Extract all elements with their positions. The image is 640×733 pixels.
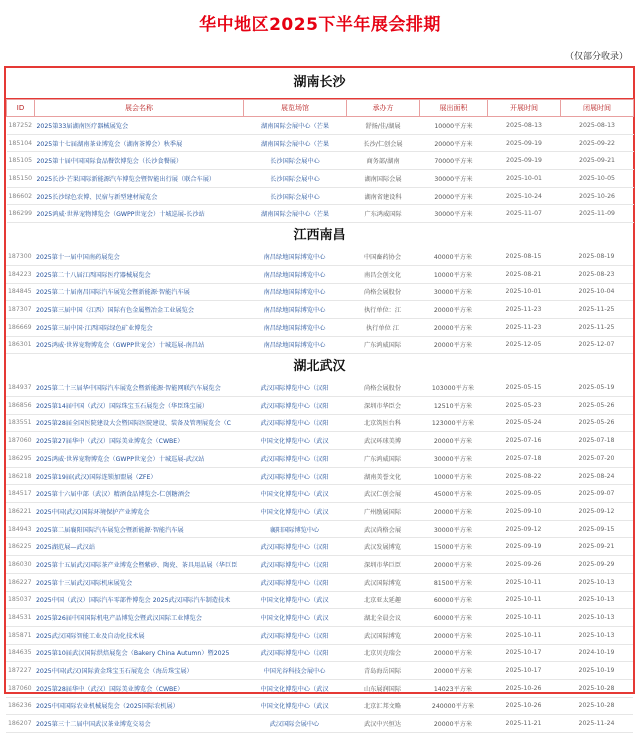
cell-id: 186236 [6, 697, 34, 715]
col-header-id: ID [7, 100, 35, 117]
cell-organizer: 执行单位 江 [346, 318, 419, 336]
cell-area: 14023平方米 [419, 679, 487, 697]
table-row[interactable] [6, 609, 633, 627]
cell-start-date: 2025-05-23 [487, 396, 560, 414]
table-row[interactable] [6, 318, 633, 336]
col-header-name: 展会名称 [35, 100, 244, 117]
table-row[interactable] [6, 248, 633, 265]
table-row[interactable] [7, 187, 634, 205]
table-row[interactable] [6, 697, 633, 715]
cell-exhibition-name[interactable]: 2025第26届中国国际机电产品博览会暨武汉国际工业博览会 [34, 609, 243, 627]
cell-venue[interactable]: 中国文化博览中心（武汉 [243, 609, 346, 627]
cell-id: 184845 [6, 283, 34, 301]
cell-start-date: 2025-05-15 [487, 379, 560, 396]
cell-start-date: 2025-09-19 [488, 152, 561, 170]
cell-end-date: 2025-10-28 [560, 697, 633, 715]
cell-end-date: 2025-09-07 [560, 485, 633, 503]
cell-exhibition-name[interactable]: 2025第14届中国（武汉）国际珠宝玉石展览会（华臣珠宝展） [34, 396, 243, 414]
cell-venue[interactable]: 武汉国际博览中心（汉阳 [243, 396, 346, 414]
cell-exhibition-name[interactable]: 2025中国国际农业机械展览会（2025国际农机展） [34, 697, 243, 715]
cell-venue[interactable]: 武汉国际博览中心（汉阳 [243, 414, 346, 432]
cell-venue[interactable]: 武汉国际博览中心（汉阳 [243, 379, 346, 396]
cell-area: 20000平方米 [419, 503, 487, 521]
cell-venue[interactable]: 长沙国际会展中心 [244, 170, 347, 188]
cell-end-date: 2025-10-13 [560, 609, 633, 627]
cell-venue[interactable]: 武汉国际博览中心（汉阳 [243, 644, 346, 662]
cell-id: 185104 [7, 134, 35, 152]
cell-start-date: 2025-07-16 [487, 432, 560, 450]
cell-id: 185150 [7, 170, 35, 188]
cell-area: 20000平方米 [419, 644, 487, 662]
cell-area: 40000平方米 [419, 248, 487, 265]
cell-id: 184943 [6, 520, 34, 538]
col-header-start: 开展时间 [488, 100, 561, 117]
cell-end-date: 2025-10-13 [560, 573, 633, 591]
cell-organizer: 湖南国际会展 [347, 170, 420, 188]
cell-exhibition-name[interactable]: 2025湖范展—武汉站 [34, 538, 243, 556]
cell-area: 10000平方米 [419, 467, 487, 485]
cell-start-date: 2025-11-23 [487, 318, 560, 336]
cell-exhibition-name[interactable]: 2025鸿威·世界宠物博览会（GWPP世宠会）十城巡展-南昌站 [34, 336, 243, 354]
table-row[interactable] [6, 644, 633, 662]
cell-venue[interactable]: 湖南国际会展中心（芒果 [244, 117, 347, 135]
table-row[interactable] [7, 117, 634, 135]
cell-venue[interactable]: 南昌绿地国际博览中心 [243, 248, 346, 265]
cell-area: 20000平方米 [419, 715, 487, 733]
cell-organizer: 南昌会创文化 [346, 265, 419, 283]
cell-start-date: 2025-08-13 [488, 117, 561, 135]
cell-organizer: 北京筑医台科 [346, 414, 419, 432]
cell-exhibition-name[interactable]: 2025武汉国际智能工业及自动化技术展 [34, 626, 243, 644]
cell-area: 240000平方米 [419, 697, 487, 715]
exhibition-table [6, 248, 633, 354]
cell-organizer: 长沙/仁创会展 [347, 134, 420, 152]
cell-organizer: 武汉中兴恒达 [346, 715, 419, 733]
cell-start-date: 2025-08-22 [487, 467, 560, 485]
cell-venue[interactable]: 南昌绿地国际博览中心 [243, 283, 346, 301]
cell-end-date: 2025-10-04 [560, 283, 633, 301]
cell-exhibition-name[interactable]: 2025第十七届湖南茶业博览会（湖南茶博会）秋季展 [35, 134, 244, 152]
cell-organizer: 北京贝克瑞会 [346, 644, 419, 662]
cell-organizer: 武汉尚格会展 [346, 520, 419, 538]
cell-area: 123000平方米 [419, 414, 487, 432]
cell-start-date: 2025-11-21 [487, 715, 560, 733]
cell-area: 12510平方米 [419, 396, 487, 414]
cell-end-date: 2025-08-24 [560, 467, 633, 485]
cell-id: 186218 [6, 467, 34, 485]
exhibition-table [6, 379, 633, 733]
table-row[interactable] [6, 450, 633, 468]
cell-organizer: 广州励展国际 [346, 503, 419, 521]
cell-start-date: 2025-08-21 [487, 265, 560, 283]
region-rows-hunan [7, 117, 634, 223]
cell-id: 184937 [6, 379, 34, 396]
page-title: 华中地区2025下半年展会排期 [199, 15, 441, 35]
cell-start-date: 2025-10-26 [487, 697, 560, 715]
cell-id: 186221 [6, 503, 34, 521]
cell-area: 60000平方米 [419, 609, 487, 627]
cell-venue[interactable]: 南昌绿地国际博览中心 [243, 265, 346, 283]
cell-area: 20000平方米 [419, 318, 487, 336]
cell-area: 30000平方米 [419, 283, 487, 301]
cell-area: 20000平方米 [419, 432, 487, 450]
cell-id: 186225 [6, 538, 34, 556]
cell-end-date: 2025-11-24 [560, 715, 633, 733]
cell-exhibition-name[interactable]: 2025第三届中国（江西）国际有色金属暨冶金工业展览会 [34, 301, 243, 319]
cell-id: 186301 [6, 336, 34, 354]
region-rows-hubei [6, 379, 633, 732]
cell-id: 184223 [6, 265, 34, 283]
cell-venue[interactable]: 襄阳国际博览中心 [243, 520, 346, 538]
cell-end-date: 2025-05-19 [560, 379, 633, 396]
cell-id: 186602 [7, 187, 35, 205]
cell-organizer: 尚格会展股份 [346, 283, 419, 301]
cell-id: 184517 [6, 485, 34, 503]
cell-area: 30000平方米 [420, 205, 488, 223]
cell-organizer: 武汉国际博览 [346, 573, 419, 591]
cell-organizer: 北京汇邦文略 [346, 697, 419, 715]
cell-start-date: 2025-09-12 [487, 520, 560, 538]
cell-exhibition-name[interactable]: 2025第十六届中部（武汉）精酒食品博览会-仁创糖酒会 [34, 485, 243, 503]
cell-exhibition-name[interactable]: 2025第19届(武汉)国际连锁加盟展（ZFE） [34, 467, 243, 485]
col-header-area: 展出面积 [420, 100, 488, 117]
cell-end-date: 2025-10-13 [560, 626, 633, 644]
cell-area: 20000平方米 [419, 626, 487, 644]
cell-end-date: 2025-05-26 [560, 414, 633, 432]
cell-exhibition-name[interactable]: 2025长沙绿色农博、民宿与新型建材展览会 [35, 187, 244, 205]
cell-id: 187060 [6, 679, 34, 697]
partial-note: （仅部分收录） [564, 52, 628, 62]
cell-area: 103000平方米 [419, 379, 487, 396]
table-row[interactable] [7, 170, 634, 188]
cell-organizer: 武汉国际博览 [346, 626, 419, 644]
cell-organizer: 湖北全晨会议 [346, 609, 419, 627]
cell-venue[interactable]: 中国光谷科技会展中心 [243, 662, 346, 680]
table-row[interactable] [6, 556, 633, 574]
cell-area: 15000平方米 [419, 538, 487, 556]
cell-venue[interactable]: 武汉国际博览中心（汉阳 [243, 538, 346, 556]
cell-exhibition-name[interactable]: 2025鸿威·世界宠物博览会（GWPP世宠会）十城巡展-长沙站 [35, 205, 244, 223]
cell-organizer: 深圳市华臣会 [346, 396, 419, 414]
cell-exhibition-name[interactable]: 2025第27届华中（武汉）国际美业博览会（CWBE） [34, 432, 243, 450]
cell-area: 81500平方米 [419, 573, 487, 591]
cell-area: 30000平方米 [420, 170, 488, 188]
table-row[interactable] [6, 520, 633, 538]
cell-id: 187060 [6, 432, 34, 450]
cell-organizer: 尚格会展股份 [346, 379, 419, 396]
cell-exhibition-name[interactable]: 2025第三届中国·江西国际绿色矿业博览会 [34, 318, 243, 336]
cell-id: 185105 [7, 152, 35, 170]
cell-exhibition-name[interactable]: 2025第十三届武汉国际机床展览会 [34, 573, 243, 591]
cell-exhibition-name[interactable]: 2025第10届武汉国际烘焙展览会（Bakery China Autumn）暨2025 [34, 644, 243, 662]
cell-organizer: 中国畜药协会 [346, 248, 419, 265]
cell-end-date: 2025-09-21 [560, 538, 633, 556]
cell-exhibition-name[interactable]: 2025第二十八届江西国际医疗器械展览会 [34, 265, 243, 283]
cell-start-date: 2025-10-11 [487, 609, 560, 627]
cell-venue[interactable]: 中国文化博览中心（武汉 [243, 697, 346, 715]
cell-id: 186299 [7, 205, 35, 223]
cell-start-date: 2025-08-15 [487, 248, 560, 265]
cell-start-date: 2025-10-24 [488, 187, 561, 205]
cell-venue[interactable]: 武汉国际博览中心（汉阳 [243, 626, 346, 644]
cell-exhibition-name[interactable]: 2025第十届中国国际食品餐饮博览会（长沙食餐展） [35, 152, 244, 170]
table-row[interactable] [6, 432, 633, 450]
cell-exhibition-name[interactable]: 2025长沙·芒果国际新能源汽车博览会暨智能出行展（联合车展） [35, 170, 244, 188]
cell-start-date: 2025-09-19 [488, 134, 561, 152]
cell-organizer: 商务部/湖南 [347, 152, 420, 170]
cell-organizer: 北京亚太延趣 [346, 591, 419, 609]
table-row[interactable] [6, 538, 633, 556]
col-header-end: 闭展时间 [561, 100, 634, 117]
cell-area: 10000平方米 [419, 265, 487, 283]
region-rows-jiangxi [6, 248, 633, 354]
cell-id: 186856 [6, 396, 34, 414]
cell-exhibition-name[interactable]: 2025第二十届南昌国际汽车展览会暨新能源·智能汽车展 [34, 283, 243, 301]
cell-end-date: 2025-08-13 [561, 117, 634, 135]
cell-area: 20000平方米 [419, 556, 487, 574]
cell-organizer: 执行单位：江 [346, 301, 419, 319]
cell-start-date: 2025-10-26 [487, 679, 560, 697]
cell-end-date: 2025-11-25 [560, 318, 633, 336]
table-row[interactable] [6, 283, 633, 301]
table-row[interactable] [6, 503, 633, 521]
cell-end-date: 2025-09-12 [560, 503, 633, 521]
cell-end-date: 2025-10-28 [560, 679, 633, 697]
cell-venue[interactable]: 中国文化博览中心（武汉 [243, 591, 346, 609]
cell-exhibition-name[interactable]: 2025鸿威·世界宠物博览会（GWPP世宠会）十城巡展-武汉站 [34, 450, 243, 468]
cell-venue[interactable]: 南昌绿地国际博览中心 [243, 301, 346, 319]
cell-id: 187307 [6, 301, 34, 319]
cell-id: 187252 [7, 117, 35, 135]
cell-start-date: 2025-10-01 [487, 283, 560, 301]
cell-area: 20000平方米 [420, 187, 488, 205]
table-row[interactable] [6, 662, 633, 680]
col-header-venue: 展览场馆 [244, 100, 347, 117]
table-row[interactable] [6, 485, 633, 503]
cell-start-date: 2025-09-26 [487, 556, 560, 574]
table-row[interactable] [6, 467, 633, 485]
cell-end-date: 2025-10-13 [560, 591, 633, 609]
cell-area: 20000平方米 [419, 301, 487, 319]
cell-venue[interactable]: 武汉国际会展中心 [243, 715, 346, 733]
region-title-hunan: 湖南长沙 [6, 68, 633, 99]
cell-organizer: 广东鸿威国际 [346, 450, 419, 468]
cell-start-date: 2025-10-11 [487, 573, 560, 591]
cell-exhibition-name[interactable]: 2025第十一届中国南药展览会 [34, 248, 243, 265]
cell-start-date: 2025-10-01 [488, 170, 561, 188]
cell-venue[interactable]: 武汉国际博览中心（汉阳 [243, 573, 346, 591]
cell-area: 20000平方米 [419, 662, 487, 680]
table-row[interactable] [6, 414, 633, 432]
cell-start-date: 2025-10-11 [487, 626, 560, 644]
cell-area: 20000平方米 [419, 336, 487, 354]
cell-organizer: 湖南美誉文化 [346, 467, 419, 485]
cell-id: 187227 [6, 662, 34, 680]
cell-organizer: 山东展润国际 [346, 679, 419, 697]
cell-venue[interactable]: 湖南国际会展中心（芒果 [244, 205, 347, 223]
table-header-row [7, 100, 634, 117]
cell-organizer: 武汉仁创会展 [346, 485, 419, 503]
cell-start-date: 2025-12-05 [487, 336, 560, 354]
cell-start-date: 2025-11-23 [487, 301, 560, 319]
cell-area: 30000平方米 [419, 450, 487, 468]
table-row[interactable] [6, 301, 633, 319]
cell-exhibition-name[interactable]: 2025第28届华中（武汉）国际美业博览会（CWBE） [34, 679, 243, 697]
cell-end-date: 2025-09-21 [561, 152, 634, 170]
cell-organizer: 广东鸿威国际 [346, 336, 419, 354]
cell-start-date: 2025-05-24 [487, 414, 560, 432]
cell-exhibition-name[interactable]: 2025第33届湖南医疗器械展览会 [35, 117, 244, 135]
cell-venue[interactable]: 南昌绿地国际博览中心 [243, 336, 346, 354]
table-row[interactable] [6, 591, 633, 609]
cell-exhibition-name[interactable]: 2025第十五届武汉国际茶产业博览会暨紫砂、陶瓷、茶具用品展（华巨臣 [34, 556, 243, 574]
table-row[interactable] [7, 205, 634, 223]
cell-end-date: 2025-08-19 [560, 248, 633, 265]
table-row[interactable] [6, 679, 633, 697]
cell-area: 70000平方米 [420, 152, 488, 170]
col-header-organizer: 承办方 [347, 100, 420, 117]
cell-area: 45000平方米 [419, 485, 487, 503]
cell-end-date: 2025-07-20 [560, 450, 633, 468]
table-row[interactable] [6, 626, 633, 644]
cell-organizer: 深圳市华巨臣 [346, 556, 419, 574]
cell-exhibition-name[interactable]: 2025中国(武汉)国际环境保护产业博览会 [34, 503, 243, 521]
table-row[interactable] [6, 396, 633, 414]
cell-end-date: 2025-11-25 [560, 301, 633, 319]
cell-start-date: 2025-11-07 [488, 205, 561, 223]
region-title-hubei: 湖北武汉 [293, 359, 346, 375]
cell-id: 186030 [6, 556, 34, 574]
cell-end-date: 2025-08-23 [560, 265, 633, 283]
cell-end-date: 2025-10-05 [561, 170, 634, 188]
cell-id: 184635 [6, 644, 34, 662]
cell-end-date: 2025-11-09 [561, 205, 634, 223]
cell-area: 30000平方米 [419, 520, 487, 538]
cell-venue[interactable]: 中国文化博览中心（武汉 [243, 503, 346, 521]
schedule-frame [4, 66, 635, 729]
table-row[interactable] [6, 715, 633, 733]
cell-id: 185871 [6, 626, 34, 644]
cell-id: 184531 [6, 609, 34, 627]
cell-venue[interactable]: 中国文化博览中心（武汉 [243, 485, 346, 503]
cell-id: 185037 [6, 591, 34, 609]
cell-venue[interactable]: 长沙国际会展中心 [244, 187, 347, 205]
cell-organizer: 青岛海岳国际 [346, 662, 419, 680]
cell-exhibition-name[interactable]: 2025中国（武汉）国际汽车零部件博览会 2025武汉国际汽车制造技术 [34, 591, 243, 609]
cell-exhibition-name[interactable]: 2025第三十二届中国武汉茶业博览交易会 [34, 715, 243, 733]
cell-venue[interactable]: 武汉国际博览中心（汉阳 [243, 450, 346, 468]
cell-venue[interactable]: 中国文化博览中心（武汉 [243, 679, 346, 697]
table-row[interactable] [6, 379, 633, 396]
cell-start-date: 2025-10-17 [487, 662, 560, 680]
cell-start-date: 2025-09-10 [487, 503, 560, 521]
cell-id: 186295 [6, 450, 34, 468]
table-row[interactable] [6, 265, 633, 283]
cell-organizer: 武汉环球美博 [346, 432, 419, 450]
cell-venue[interactable]: 中国文化博览中心（武汉 [243, 432, 346, 450]
cell-venue[interactable]: 长沙国际会展中心 [244, 152, 347, 170]
cell-id: 183551 [6, 414, 34, 432]
cell-organizer: 武汉发展博览 [346, 538, 419, 556]
cell-start-date: 2025-10-11 [487, 591, 560, 609]
cell-end-date: 2025-09-29 [560, 556, 633, 574]
cell-start-date: 2025-09-05 [487, 485, 560, 503]
cell-start-date: 2025-10-17 [487, 644, 560, 662]
table-row[interactable] [6, 573, 633, 591]
cell-organizer: 舒扬/佳/湖展 [347, 117, 420, 135]
cell-id: 187300 [6, 248, 34, 265]
cell-venue[interactable]: 武汉国际博览中心（汉阳 [243, 467, 346, 485]
cell-area: 10000平方米 [420, 117, 488, 135]
cell-exhibition-name[interactable]: 2025第二届襄阳国际汽车展览会暨新能源·智能汽车展 [34, 520, 243, 538]
cell-area: 20000平方米 [420, 134, 488, 152]
cell-organizer: 湖南省建设科 [347, 187, 420, 205]
cell-venue[interactable]: 湖南国际会展中心（芒果 [244, 134, 347, 152]
cell-organizer: 广东鸿威国际 [347, 205, 420, 223]
cell-end-date: 2025-09-22 [561, 134, 634, 152]
cell-end-date: 2025-05-26 [560, 396, 633, 414]
cell-exhibition-name[interactable]: 2025第28届全国医院建设大会暨国际医院建设、装备及管理展览会（C [34, 414, 243, 432]
cell-venue[interactable]: 南昌绿地国际博览中心 [243, 318, 346, 336]
table-row[interactable] [7, 134, 634, 152]
cell-start-date: 2025-07-18 [487, 450, 560, 468]
table-row[interactable] [6, 336, 633, 354]
cell-venue[interactable]: 武汉国际博览中心（汉阳 [243, 556, 346, 574]
cell-end-date: 2024-10-19 [560, 644, 633, 662]
cell-end-date: 2025-07-18 [560, 432, 633, 450]
cell-end-date: 2025-10-26 [561, 187, 634, 205]
region-title-jiangxi: 江西南昌 [293, 228, 346, 244]
cell-exhibition-name[interactable]: 2025中国(武汉)国际黄金珠宝玉石展览会（海岳珠宝展） [34, 662, 243, 680]
cell-start-date: 2025-09-19 [487, 538, 560, 556]
cell-id: 186207 [6, 715, 34, 733]
cell-area: 60000平方米 [419, 591, 487, 609]
cell-id: 186227 [6, 573, 34, 591]
exhibition-table [6, 99, 634, 223]
cell-end-date: 2025-10-19 [560, 662, 633, 680]
cell-end-date: 2025-09-15 [560, 520, 633, 538]
cell-id: 186669 [6, 318, 34, 336]
cell-exhibition-name[interactable]: 2025第二十三届华中国际汽车展览会暨新能源·智能网联汽车展览会 [34, 379, 243, 396]
table-row[interactable] [7, 152, 634, 170]
cell-end-date: 2025-12-07 [560, 336, 633, 354]
